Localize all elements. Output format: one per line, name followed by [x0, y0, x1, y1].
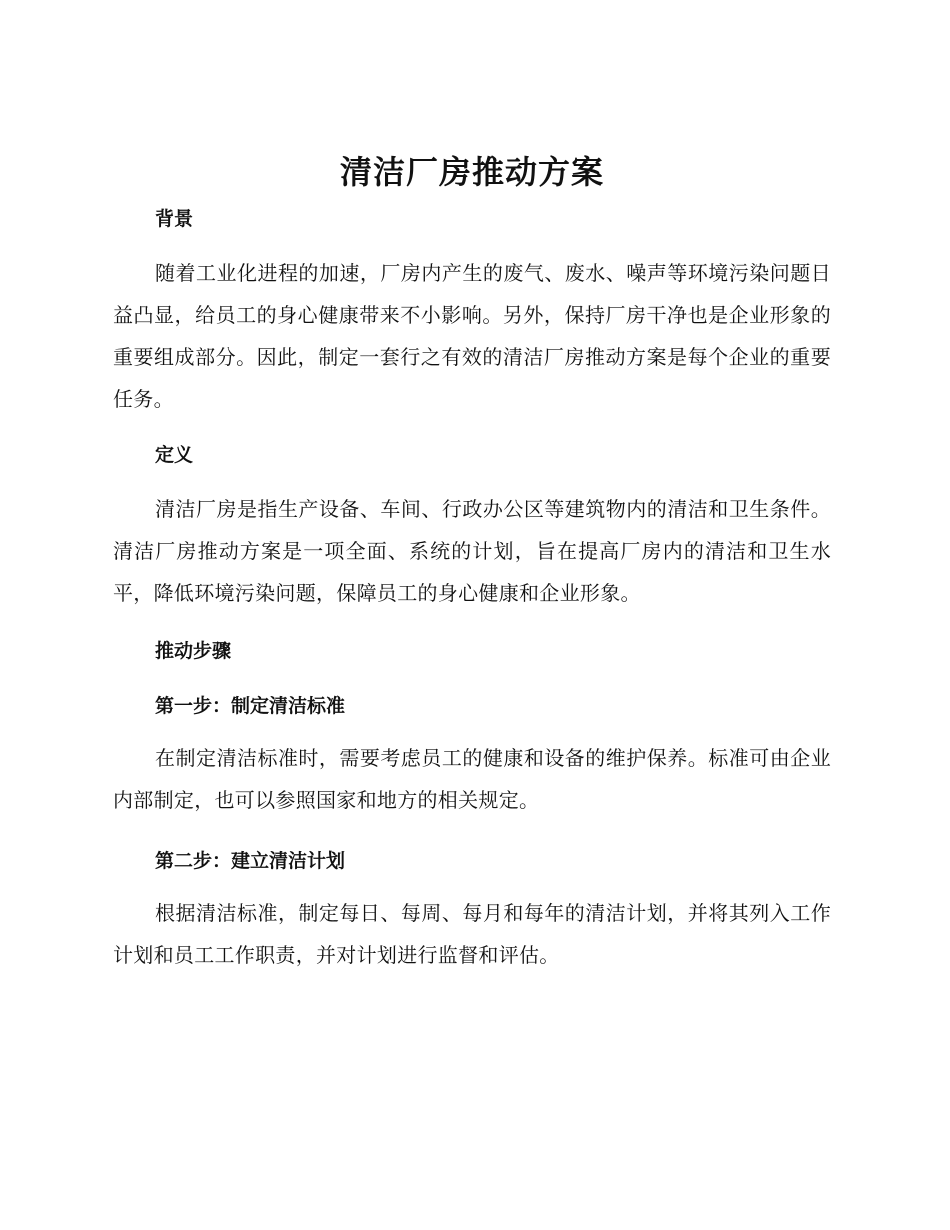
paragraph-step-1: 在制定清洁标准时，需要考虑员工的健康和设备的维护保养。标准可由企业内部制定，也可以参照国家和地方的相关规定。	[113, 746, 831, 812]
document-title: 清洁厂房推动方案	[339, 153, 604, 191]
step-heading-1: 第一步：制定清洁标准	[155, 695, 346, 717]
paragraph-step-2: 根据清洁标准，制定每日、每周、每月和每年的清洁计划，并将其列入工作计划和员工工作职责，并对计划进行监督和评估。	[113, 901, 831, 967]
document-body	[113, 148, 831, 976]
paragraph-background: 随着工业化进程的加速，厂房内产生的废气、废水、噪声等环境污染问题日益凸显，给员工的身心健康带来不小影响。另外，保持厂房干净也是企业形象的重要组成部分。因此，制定一套行之有效的清洁厂房推动方案是每个企业的重要任务。	[113, 261, 831, 411]
step-heading-2: 第二步：建立清洁计划	[155, 850, 346, 872]
paragraph-definition: 清洁厂房是指生产设备、车间、行政办公区等建筑物内的清洁和卫生条件。清洁厂房推动方案是一项全面、系统的计划，旨在提高厂房内的清洁和卫生水平，降低环境污染问题，保障员工的身心健康和企业形象。	[113, 497, 831, 605]
section-heading-definition: 定义	[155, 444, 194, 466]
section-heading-steps: 推动步骤	[155, 640, 232, 662]
section-heading-background: 背景	[155, 208, 194, 230]
